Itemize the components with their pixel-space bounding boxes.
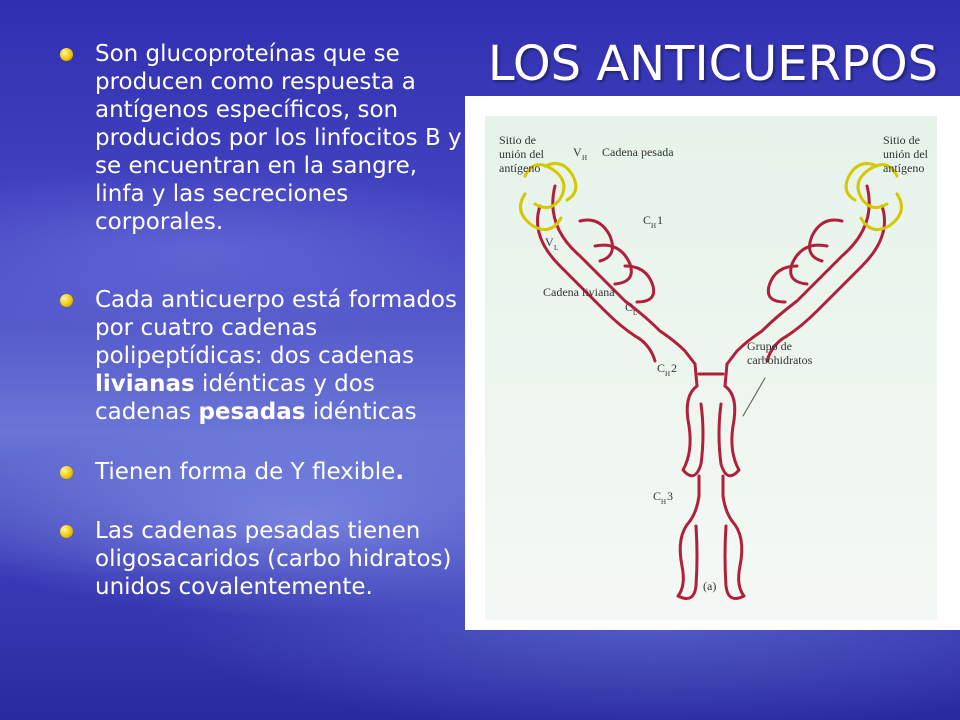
- label-binding-site-right: antígeno: [883, 161, 925, 175]
- bullet-list: [60, 40, 465, 601]
- bullet-item: [60, 517, 465, 601]
- label-vh-sub: H: [582, 154, 588, 162]
- label-ch1-sub: H: [651, 222, 657, 230]
- bullet-dot-icon: [60, 294, 73, 307]
- bullet-item: [60, 286, 465, 426]
- slide-title: LOS ANTICUERPOS: [487, 36, 939, 92]
- label-cl: C: [625, 300, 634, 314]
- label-vl-sub: L: [554, 244, 559, 252]
- bullet-text: Cada anticuerpo está formados por cuatro cadenas polipeptídicas: dos cadenas: [95, 287, 457, 369]
- ch2-domains: [683, 386, 739, 476]
- bullet-dot-icon: [60, 466, 73, 479]
- fc-stem: [690, 476, 732, 521]
- bullet-bold-livianas: livianas: [95, 371, 195, 397]
- label-vh: V: [573, 145, 582, 159]
- carbohydrate-indicator: [743, 378, 765, 416]
- label-carbohydrate: carbohidratos: [747, 353, 813, 367]
- bullet-text: idénticas y dos cadenas: [95, 371, 375, 425]
- antibody-diagram: [485, 116, 937, 620]
- label-ch2: C: [657, 361, 666, 375]
- figure-caption: (a): [703, 579, 717, 593]
- bullet-item: [60, 458, 465, 486]
- label-cl-sub: L: [633, 309, 638, 317]
- label-ch1-num: 1: [657, 213, 663, 227]
- bullet-text: Son glucoproteínas que se producen como respuesta a antígenos específicos, son producidos por los linfocitos B y se encuentran en la sangre, linfa y las secreciones corporales.: [95, 41, 462, 235]
- left-light-chain: [538, 206, 656, 361]
- antibody-figure: [465, 96, 960, 630]
- bullet-bold-pesadas: pesadas: [198, 399, 306, 425]
- label-ch3: C: [653, 489, 662, 503]
- bullet-text: Tienen forma de Y flexible: [95, 459, 396, 485]
- label-binding-site-left: antígeno: [499, 161, 541, 175]
- hinge-region: [695, 364, 727, 386]
- left-heavy-chain: [553, 186, 695, 364]
- label-binding-site-right: Sitio de: [883, 133, 921, 147]
- bullet-bold-period: .: [395, 459, 405, 485]
- label-ch3-sub: H: [661, 498, 667, 506]
- label-ch2-num: 2: [671, 361, 677, 375]
- label-binding-site-left: Sitio de: [499, 133, 537, 147]
- label-ch3-num: 3: [667, 489, 673, 503]
- label-carbohydrate: Grupo de: [747, 339, 792, 353]
- label-binding-site-left: unión del: [499, 147, 544, 161]
- bullet-dot-icon: [60, 525, 73, 538]
- label-heavy-chain: Cadena pesada: [602, 145, 674, 159]
- label-vl: V: [545, 235, 554, 249]
- right-heavy-chain: [727, 186, 869, 364]
- label-ch1: C: [643, 213, 652, 227]
- right-light-chain: [767, 206, 885, 361]
- label-light-chain: Cadena liviana: [543, 285, 615, 299]
- label-ch2-sub: H: [665, 370, 671, 378]
- antibody-diagram-panel: [485, 116, 937, 620]
- right-domain-loops: [768, 220, 842, 302]
- bullet-item: [60, 40, 465, 236]
- bullet-dot-icon: [60, 48, 73, 61]
- bullet-text: Las cadenas pesadas tienen oligosacaridos (carbo hidratos) unidos covalentemente.: [95, 518, 452, 600]
- label-binding-site-right: unión del: [883, 147, 928, 161]
- bullet-text: idénticas: [305, 399, 417, 425]
